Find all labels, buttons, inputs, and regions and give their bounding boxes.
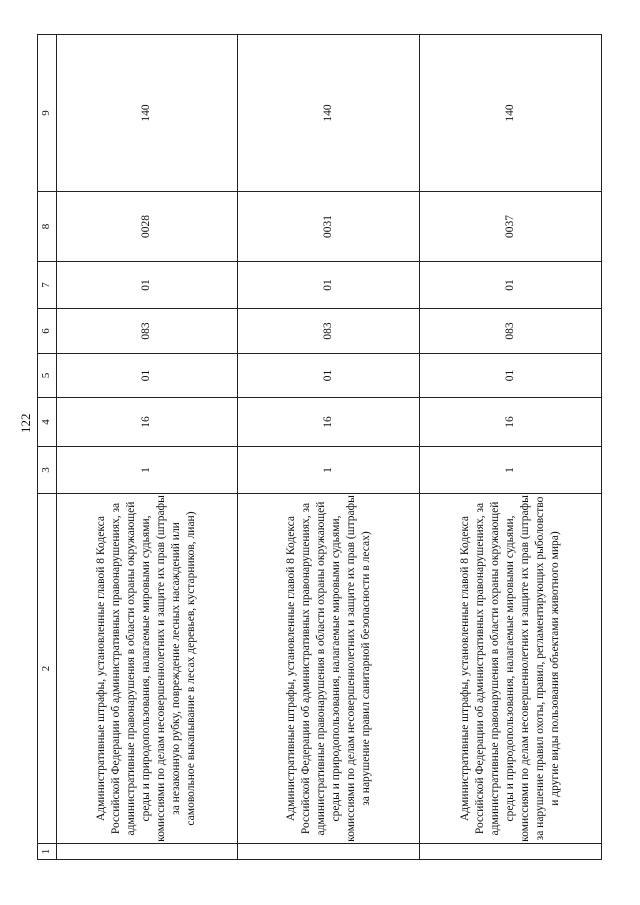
cell-col-5: 01 xyxy=(56,354,238,398)
cell-col-9: 140 xyxy=(420,35,602,192)
cell-col-6: 083 xyxy=(238,309,420,354)
cell-col-9: 140 xyxy=(238,35,420,192)
cell-col-3: 1 xyxy=(420,447,602,494)
cell-col-6: 083 xyxy=(420,309,602,354)
cell-col-1 xyxy=(238,844,420,860)
cell-col-5: 01 xyxy=(238,354,420,398)
cell-description: Административные штрафы, установленные главой 8 Кодекса Российской Федерации об административных правонарушениях, за административные правонарушения в области охраны окружающей среды и природопользования, налагаемые мировыми судьями, комиссиями по делам несовершеннолетних и защите их прав (штрафы за нарушение правил охоты, правил, регламентирующих рыболовство и другие виды пользования объектами животного мира) xyxy=(420,494,602,844)
header-col-7: 7 xyxy=(38,262,57,309)
rotated-table-wrapper xyxy=(37,35,602,860)
cell-col-8: 0031 xyxy=(238,192,420,262)
cell-col-7: 01 xyxy=(420,262,602,309)
table-row xyxy=(56,35,238,860)
cell-description: Административные штрафы, установленные главой 8 Кодекса Российской Федерации об административных правонарушениях, за административные правонарушения в области охраны окружающей среды и природопользования, налагаемые мировыми судьями, комиссиями по делам несовершеннолетних и защите их прав (штрафы за незаконную рубку, повреждение лесных насаждений или самовольное выкапывание в лесах деревьев, кустарников, лиан) xyxy=(56,494,238,844)
cell-col-4: 16 xyxy=(238,398,420,447)
header-col-8: 8 xyxy=(38,192,57,262)
cell-col-6: 083 xyxy=(56,309,238,354)
cell-description: Административные штрафы, установленные главой 8 Кодекса Российской Федерации об административных правонарушениях, за административные правонарушения в области охраны окружающей среды и природопользования, налагаемые мировыми судьями, комиссиями по делам несовершеннолетних и защите их прав (штрафы за нарушение правил санитарной безопасности в лесах) xyxy=(238,494,420,844)
header-col-6: 6 xyxy=(38,309,57,354)
header-col-5: 5 xyxy=(38,354,57,398)
cell-col-3: 1 xyxy=(238,447,420,494)
cell-col-7: 01 xyxy=(238,262,420,309)
header-col-9: 9 xyxy=(38,35,57,192)
cell-col-8: 0028 xyxy=(56,192,238,262)
cell-col-4: 16 xyxy=(56,398,238,447)
header-col-2: 2 xyxy=(38,494,57,844)
cell-col-3: 1 xyxy=(56,447,238,494)
fines-table xyxy=(37,34,602,860)
cell-col-1 xyxy=(420,844,602,860)
cell-col-5: 01 xyxy=(420,354,602,398)
header-col-4: 4 xyxy=(38,398,57,447)
header-col-3: 3 xyxy=(38,447,57,494)
cell-col-4: 16 xyxy=(420,398,602,447)
header-col-1: 1 xyxy=(38,844,57,860)
header-row xyxy=(38,35,57,860)
cell-col-9: 140 xyxy=(56,35,238,192)
table-row xyxy=(238,35,420,860)
cell-col-8: 0037 xyxy=(420,192,602,262)
cell-col-1 xyxy=(56,844,238,860)
page-number: 122 xyxy=(18,413,33,433)
cell-col-7: 01 xyxy=(56,262,238,309)
table-row xyxy=(420,35,602,860)
